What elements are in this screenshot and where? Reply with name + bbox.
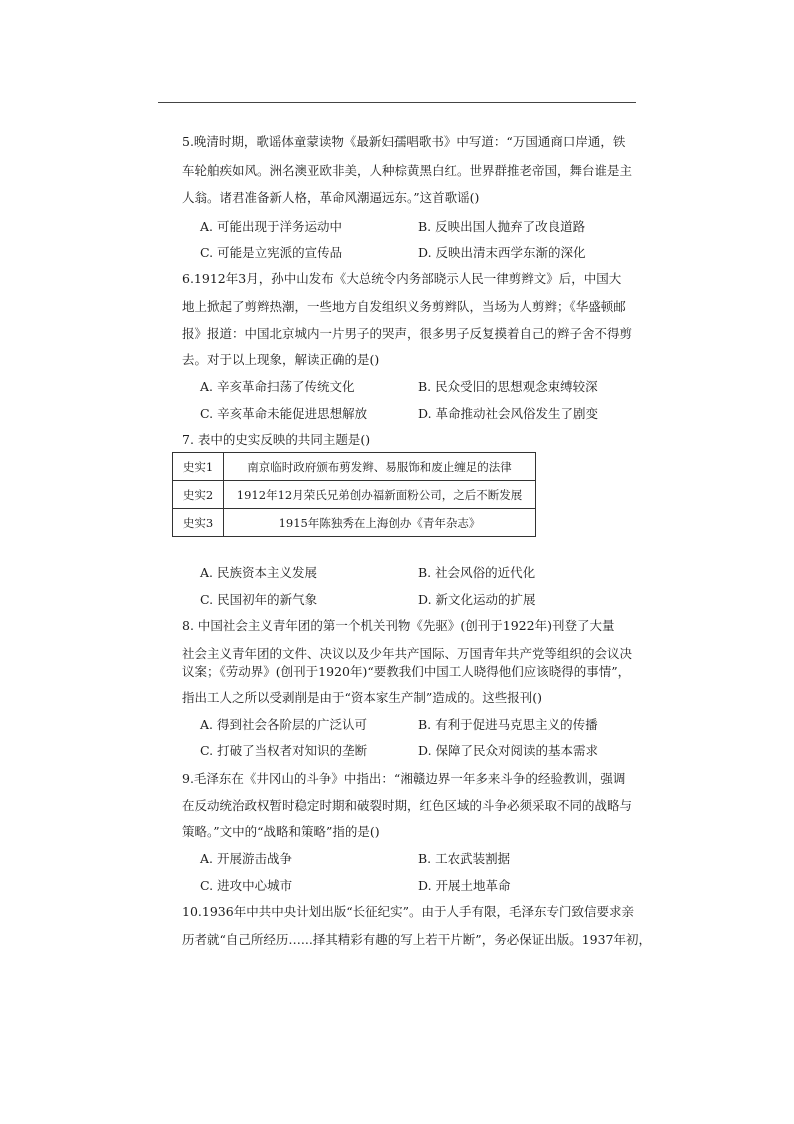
q6-stem-line-1: 6.1912年3月，孙中山发布《大总统令内务部晓示人民一律剪辫文》后，中国大 — [182, 271, 622, 286]
q7-stem-line-1: 7. 表中的史实反映的共同主题是() — [182, 432, 371, 447]
q6-option-b: B. 民众受旧的思想观念束缚较深 — [418, 379, 598, 394]
q6-stem-line-3: 报》报道：中国北京城内一片男子的哭声，很多男子反复摸着自己的辫子舍不得剪 — [182, 326, 633, 341]
table-row — [173, 481, 536, 509]
q5-option-a: A. 可能出现于洋务运动中 — [200, 219, 342, 234]
fact-label: 史实2 — [173, 481, 224, 509]
q5-stem-line-3: 人翁。诸君准备新人格，革命风潮逼远东。”这首歌谣() — [182, 190, 480, 205]
q9-stem-line-2: 在反动统治政权暂时稳定时期和破裂时期，红色区域的斗争必须采取不同的战略与 — [182, 798, 633, 813]
q7-option-d: D. 新文化运动的扩展 — [418, 592, 536, 607]
q8-stem-line-4: 指出工人之所以受剥削是由于“资本家生产制”造成的。这些报刊() — [182, 690, 543, 705]
q6-option-a: A. 辛亥革命扫荡了传统文化 — [200, 379, 355, 394]
q5-option-d: D. 反映出清末西学东渐的深化 — [418, 245, 586, 260]
q6-stem-line-4: 去。对于以上现象，解读正确的是() — [182, 352, 380, 367]
q7-option-a: A. 民族资本主义发展 — [200, 565, 317, 580]
q5-option-c: C. 可能是立宪派的宣传品 — [200, 245, 343, 260]
q8-stem-line-1: 8. 中国社会主义青年团的第一个机关刊物《先驱》(创刊于1922年)刊登了大量 — [182, 618, 615, 633]
fact-text: 南京临时政府颁布剪发辫、易服饰和废止缠足的法律 — [224, 453, 536, 481]
q9-option-d: D. 开展土地革命 — [418, 878, 511, 893]
fact-text: 1915年陈独秀在上海创办《青年杂志》 — [224, 509, 536, 537]
q10-stem-line-1: 10.1936年中共中央计划出版“长征纪实”。由于人手有限，毛泽东专门致信要求亲 — [182, 904, 634, 919]
q5-option-b: B. 反映出国人抛弃了改良道路 — [418, 219, 586, 234]
q8-stem-line-2: 社会主义青年团的文件、决议以及少年共产国际、万国青年共产党等组织的会议决 — [182, 646, 633, 661]
header-rule — [158, 102, 636, 103]
q7-option-c: C. 民国初年的新气象 — [200, 592, 318, 607]
q5-stem-line-2: 车轮舶疾如风。洲名澳亚欧非美，人种棕黄黑白红。世界群推老帝国，舞台谁是主 — [182, 163, 633, 178]
q9-option-a: A. 开展游击战争 — [200, 851, 292, 866]
q9-option-b: B. 工农武装割据 — [418, 851, 511, 866]
table-row — [173, 453, 536, 481]
q9-option-c: C. 进攻中心城市 — [200, 878, 293, 893]
q6-stem-line-2: 地上掀起了剪辫热潮，一些地方自发组织义务剪辫队，当场为人剪辫；《华盛顿邮 — [182, 299, 626, 314]
table-row — [173, 509, 536, 537]
q8-option-b: B. 有利于促进马克思主义的传播 — [418, 717, 598, 732]
q8-stem-line-3: 议案；《劳动界》(创刊于1920年)“要教我们中国工人晓得他们应该晓得的事情”， — [182, 664, 631, 679]
q6-option-d: D. 革命推动社会风俗发生了剧变 — [418, 406, 599, 421]
fact-label: 史实3 — [173, 509, 224, 537]
fact-text: 1912年12月荣氏兄弟创办福新面粉公司，之后不断发展 — [224, 481, 536, 509]
q9-stem-line-1: 9.毛泽东在《井冈山的斗争》中指出：“湘赣边界一年多来斗争的经验教训，强调 — [182, 771, 626, 786]
q9-stem-line-3: 策略。”文中的“战略和策略”指的是() — [182, 824, 380, 839]
fact-label: 史实1 — [173, 453, 224, 481]
q5-stem-line-1: 5.晚清时期，歌谣体童蒙读物《最新妇孺唱歌书》中写道：“万国通商口岸通，铁 — [182, 134, 626, 149]
q8-option-c: C. 打破了当权者对知识的垄断 — [200, 743, 368, 758]
q6-option-c: C. 辛亥革命未能促进思想解放 — [200, 406, 368, 421]
q8-option-d: D. 保障了民众对阅读的基本需求 — [418, 743, 599, 758]
q10-stem-line-2: 历者就“自己所经历…...择其精彩有趣的写上若干片断”，务必保证出版。1937年初， — [182, 932, 652, 947]
q7-option-b: B. 社会风俗的近代化 — [418, 565, 536, 580]
q8-option-a: A. 得到社会各阶层的广泛认可 — [200, 717, 367, 732]
q7-facts-table — [172, 452, 536, 537]
